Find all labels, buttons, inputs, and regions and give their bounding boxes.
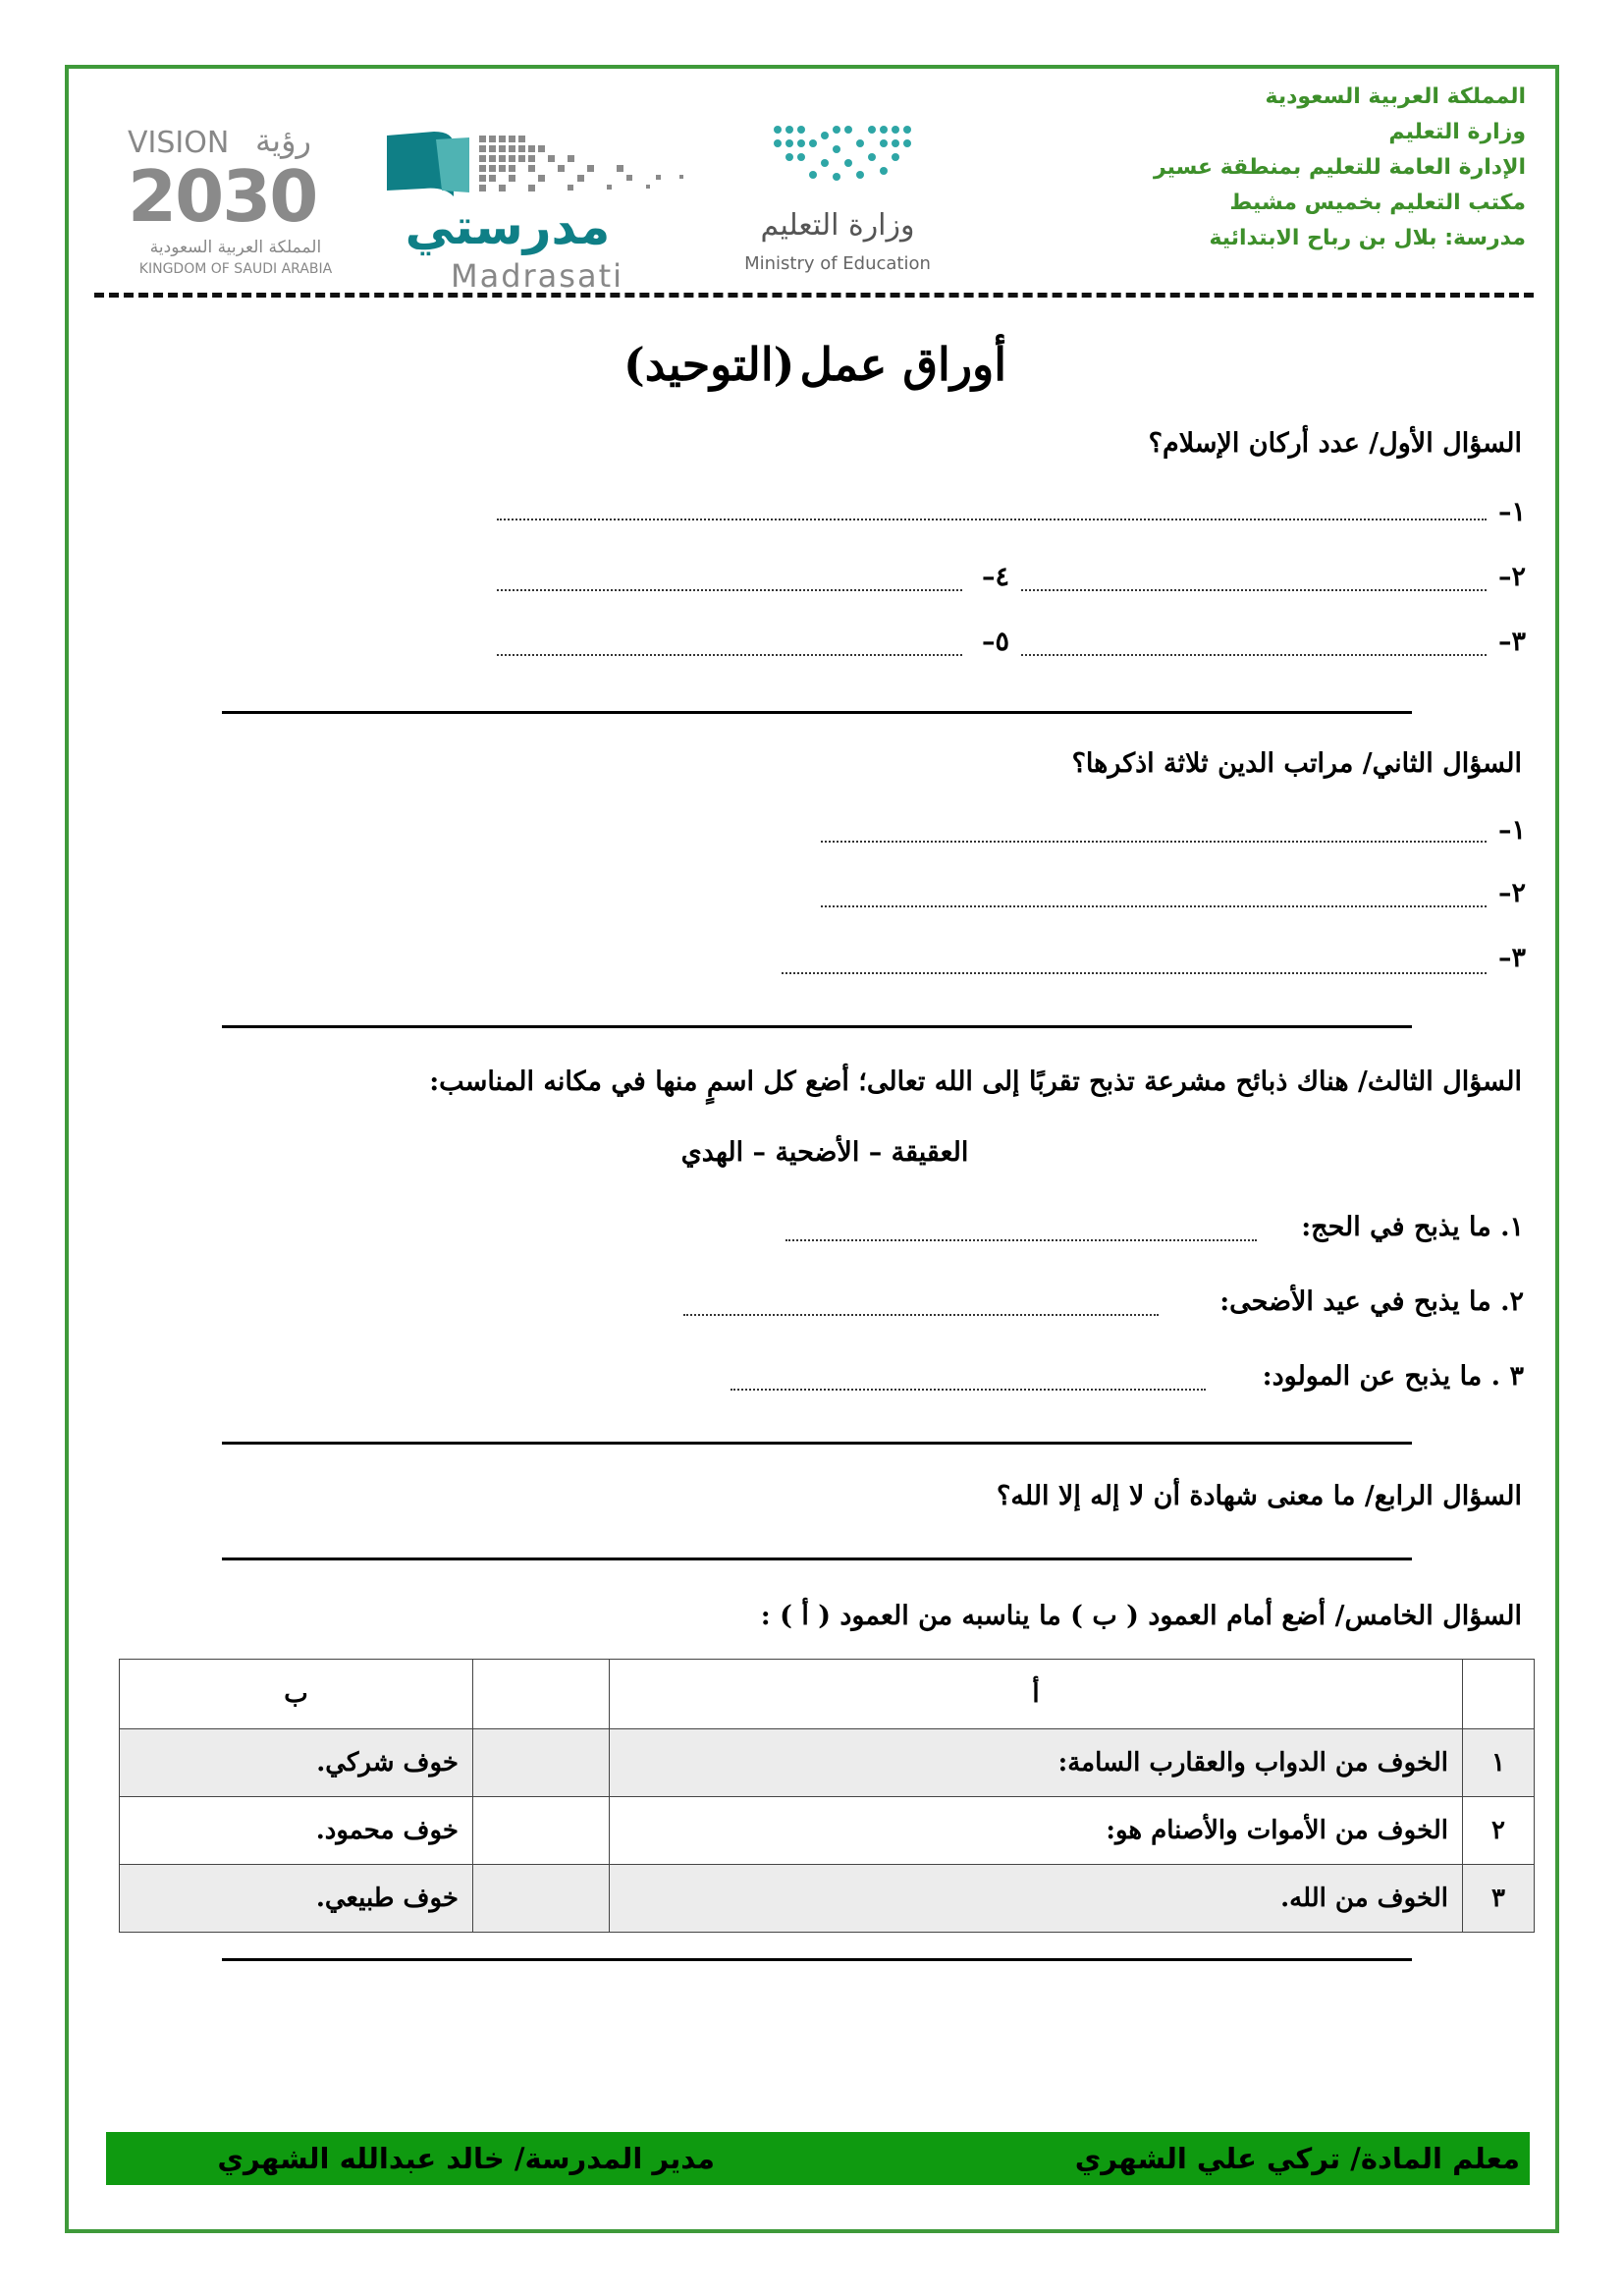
answer-label: ٢–: [1497, 562, 1526, 592]
options-list: العقيقة – الأضحية – الهدي: [680, 1137, 969, 1168]
teacher-name: معلم المادة/ تركي علي الشهري: [1074, 2142, 1520, 2175]
answer-label: ١–: [1497, 497, 1526, 527]
vision-year: 2030: [128, 155, 317, 238]
answer-line[interactable]: [731, 1389, 1206, 1391]
table-row: [120, 1865, 1535, 1933]
row-number: ٣: [1463, 1865, 1535, 1933]
header-line: المملكة العربية السعودية: [1265, 84, 1526, 109]
answer-line[interactable]: [683, 1314, 1159, 1316]
madrasati-name-en: Madrasati: [450, 257, 623, 295]
answer-label: ٥–: [981, 627, 1009, 657]
table-header-b: ب: [120, 1660, 473, 1729]
row-number: ١: [1463, 1729, 1535, 1797]
answer-line[interactable]: [1021, 654, 1487, 656]
q3-item: ٣ . ما يذبح عن المولود:: [1262, 1361, 1524, 1392]
header-line: مكتب التعليم بخميس مشيط: [1229, 191, 1526, 215]
column-b-cell: خوف طبيعي.: [120, 1865, 473, 1933]
header-line: الإدارة العامة للتعليم بمنطقة عسير: [1153, 155, 1526, 180]
q3-item: ١. ما يذبح في الحج:: [1301, 1212, 1524, 1242]
row-number: ٢: [1463, 1797, 1535, 1865]
answer-line[interactable]: [785, 1239, 1257, 1241]
ministry-name-en: Ministry of Education: [744, 253, 931, 274]
header-line: وزارة التعليم: [1388, 120, 1526, 144]
subject-text: (التوحيد): [623, 338, 795, 391]
vision-country-ar: المملكة العربية السعودية: [149, 238, 322, 257]
table-row: [120, 1797, 1535, 1865]
principal-name: مدير المدرسة/ خالد عبدالله الشهري: [217, 2142, 715, 2175]
section-separator: [222, 1958, 1412, 1961]
answer-label: ٤–: [981, 562, 1009, 592]
answer-cell[interactable]: [473, 1797, 610, 1865]
ministry-logo: [717, 116, 952, 283]
question-2-prompt: السؤال الثاني/ مراتب الدين ثلاثة اذكرها؟: [1071, 748, 1522, 779]
answer-separator-line[interactable]: [222, 1558, 1412, 1560]
table-header-a: أ: [610, 1660, 1463, 1729]
answer-label: ٢–: [1497, 878, 1526, 908]
answer-label: ٣–: [1497, 627, 1526, 657]
table-header-row: [120, 1660, 1535, 1729]
column-b-cell: خوف محمود.: [120, 1797, 473, 1865]
question-4-prompt: السؤال الرابع/ ما معنى شهادة أن لا إله إلا الله؟: [997, 1481, 1522, 1511]
column-b-cell: خوف شركي.: [120, 1729, 473, 1797]
footer-bar: [106, 2132, 1530, 2185]
q3-item: ٢. ما يذبح في عيد الأضحى:: [1219, 1286, 1524, 1317]
section-separator: [222, 1442, 1412, 1445]
title-text: أوراق عمل: [799, 338, 1007, 391]
table-row: [120, 1729, 1535, 1797]
vision-2030-logo: [128, 122, 353, 293]
answer-line[interactable]: [497, 654, 962, 656]
answer-label: ١–: [1497, 815, 1526, 846]
column-a-cell: الخوف من الله.: [610, 1865, 1463, 1933]
header-line: مدرسة: بلال بن رباح الابتدائية: [1209, 226, 1526, 250]
question-3-prompt: السؤال الثالث/ هناك ذبائح مشرعة تذبح تقربًا إلى الله تعالى؛ أضع كل اسمٍ منها في مكانه المناسب:: [429, 1066, 1522, 1097]
answer-line[interactable]: [821, 841, 1487, 843]
vision-country-en: KINGDOM OF SAUDI ARABIA: [138, 261, 333, 277]
answer-cell[interactable]: [473, 1865, 610, 1933]
answer-line[interactable]: [497, 589, 962, 591]
answer-line[interactable]: [1021, 589, 1487, 591]
ministry-dots-icon: [717, 116, 952, 194]
answer-label: ٣–: [1497, 943, 1526, 973]
section-separator: [222, 1025, 1412, 1028]
column-a-cell: الخوف من الدواب والعقارب السامة:: [610, 1729, 1463, 1797]
vision-label-ar: رؤية: [255, 122, 311, 159]
matching-table: [119, 1659, 1535, 1933]
answer-line[interactable]: [782, 972, 1487, 974]
madrasati-logo: [385, 126, 699, 293]
madrasati-book-icon: [385, 126, 699, 204]
madrasati-name-ar: مدرستي: [405, 198, 611, 255]
vision-label-en: VISION: [128, 126, 230, 160]
header-divider: [94, 293, 1534, 298]
answer-line[interactable]: [497, 519, 1487, 520]
section-separator: [222, 711, 1412, 714]
question-5-prompt: السؤال الخامس/ أضع أمام العمود ( ب ) ما يناسبه من العمود ( أ ) :: [760, 1601, 1522, 1631]
table-header-blank: [473, 1660, 610, 1729]
column-a-cell: الخوف من الأموات والأصنام هو:: [610, 1797, 1463, 1865]
table-header-num: [1463, 1660, 1535, 1729]
answer-cell[interactable]: [473, 1729, 610, 1797]
ministry-name-ar: وزارة التعليم: [760, 208, 915, 243]
answer-line[interactable]: [821, 905, 1487, 907]
question-1-prompt: السؤال الأول/ عدد أركان الإسلام؟: [1148, 428, 1522, 459]
page-title: [550, 338, 1080, 391]
